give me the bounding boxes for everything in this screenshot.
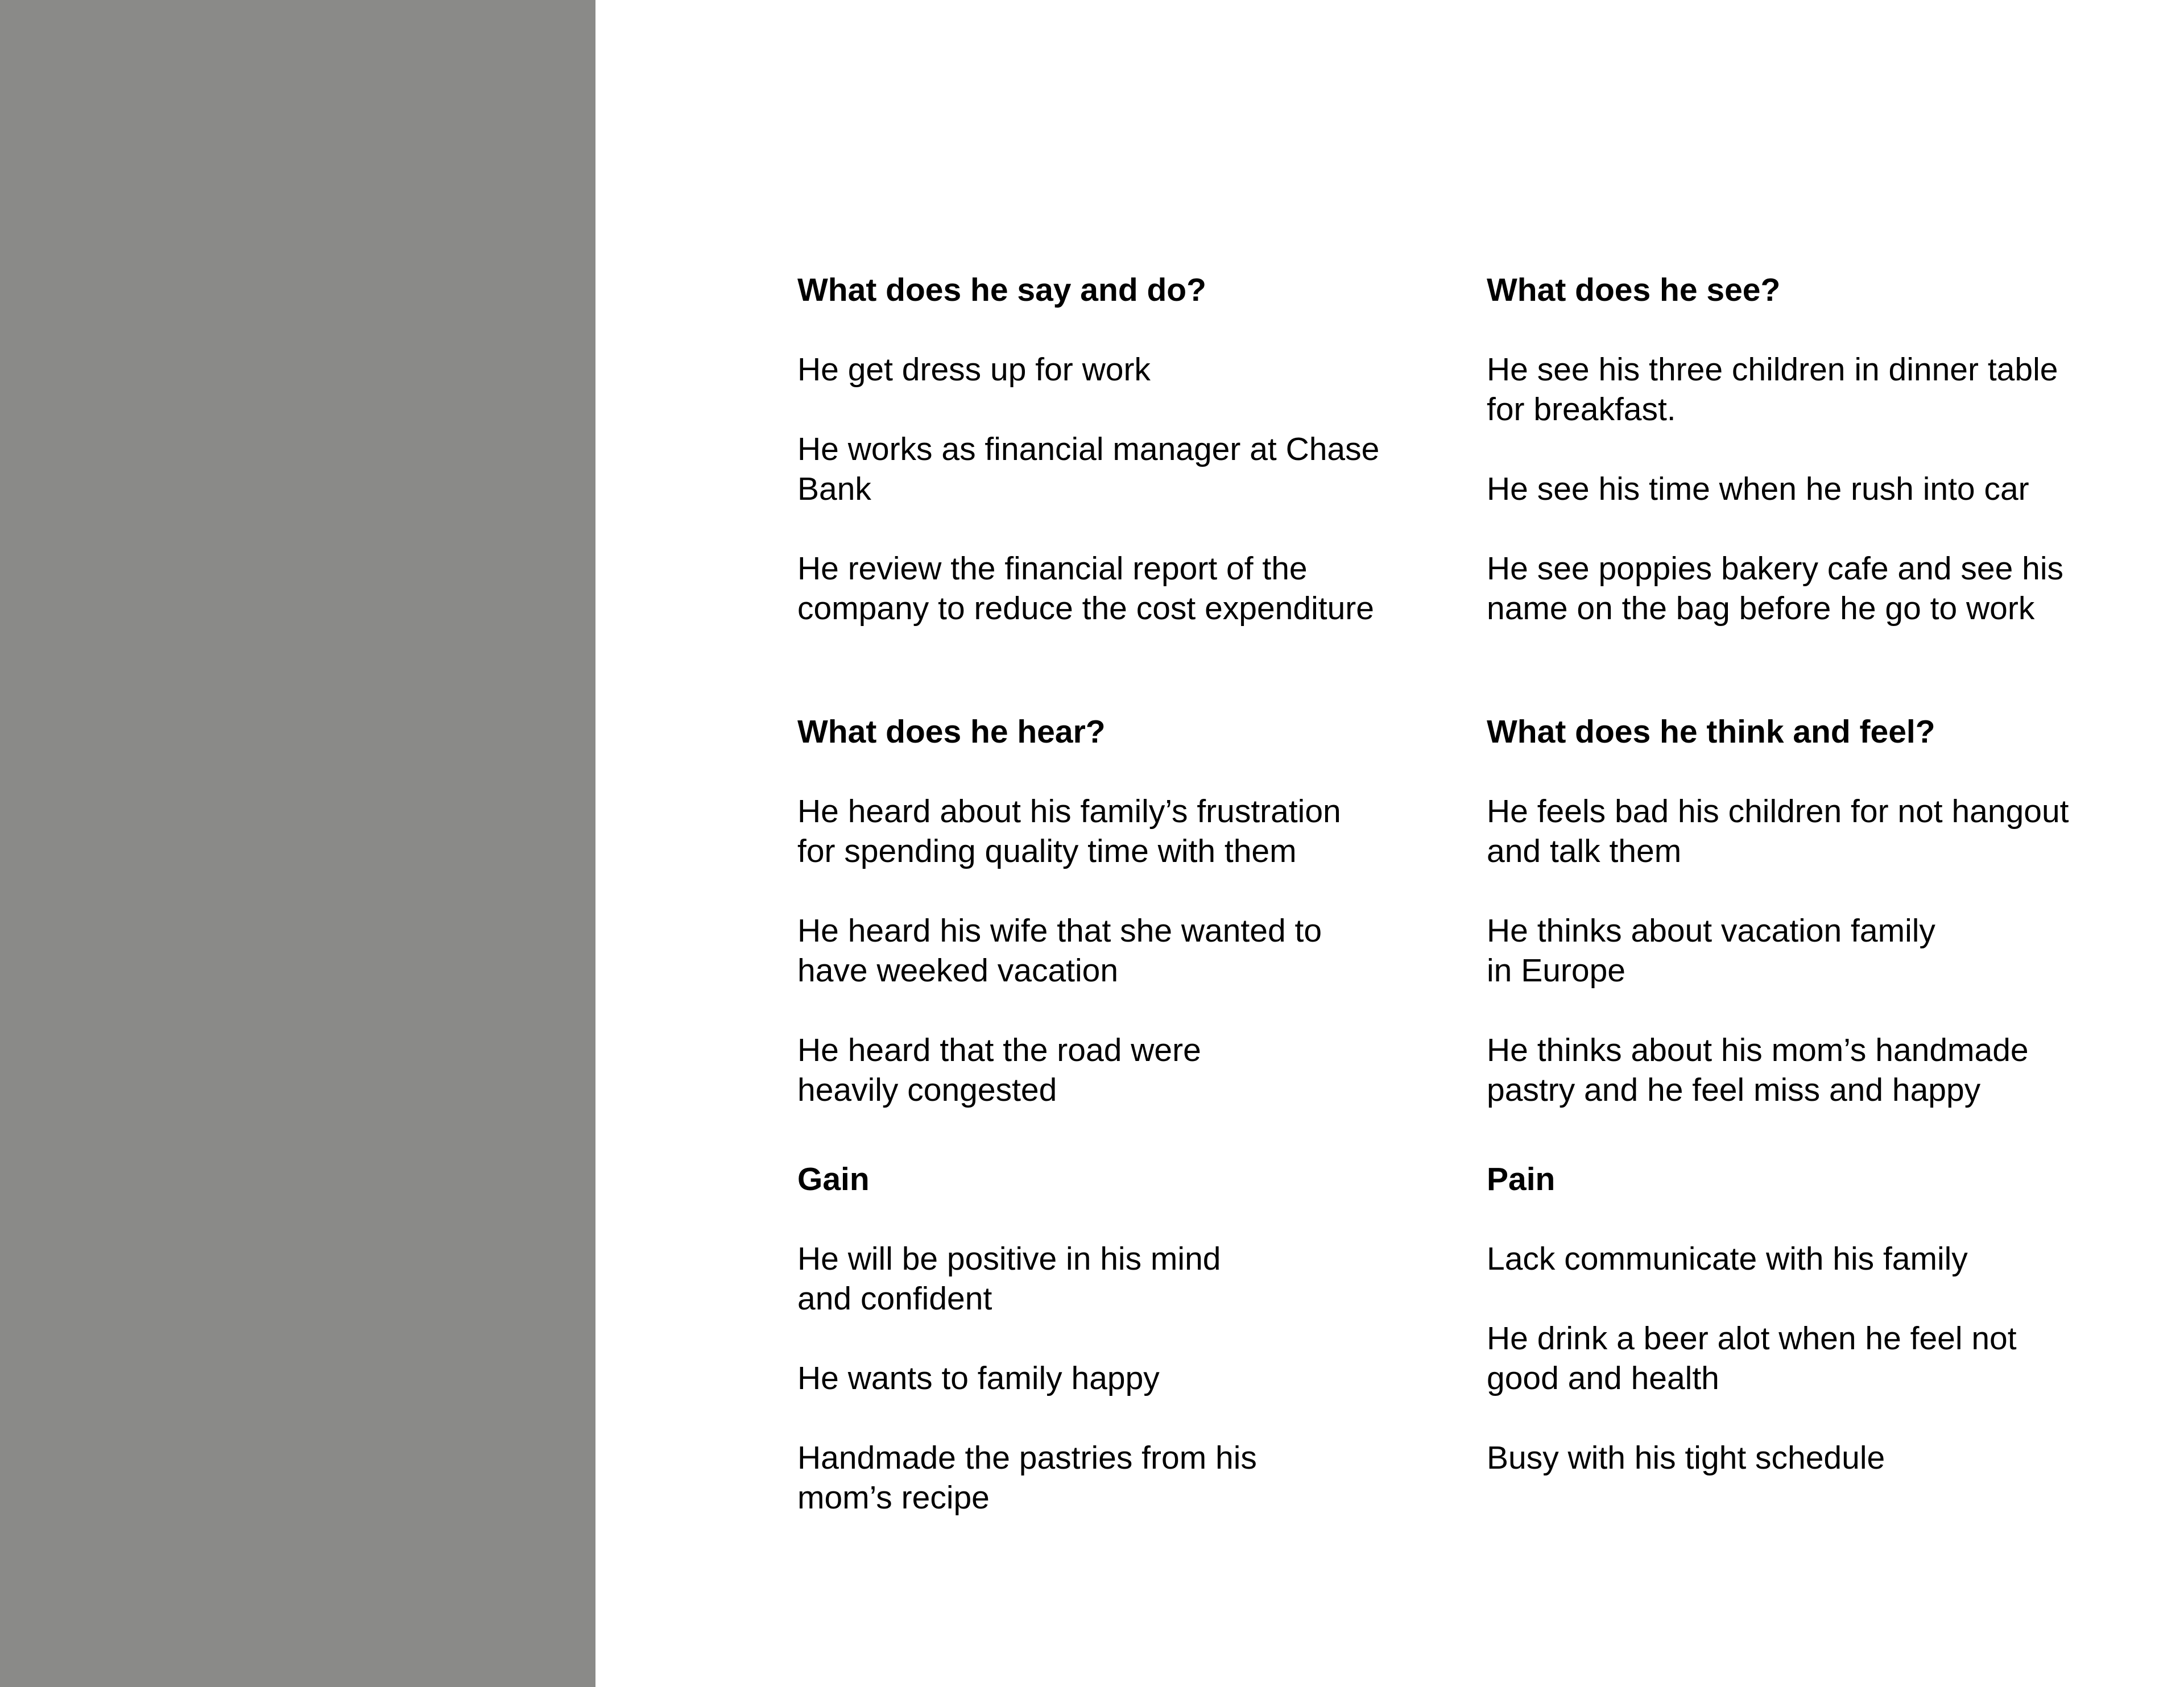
section-gain	[797, 1159, 1434, 1557]
paragraph-item	[797, 1030, 1434, 1110]
section-heading: Gain	[797, 1161, 870, 1197]
paragraph-item	[797, 911, 1434, 990]
text-line: name on the bag before he go to work	[1487, 590, 2035, 627]
text-line: He see poppies bakery cafe and see his	[1487, 550, 2063, 587]
paragraph-item	[1487, 1438, 2124, 1478]
paragraph-item	[797, 350, 1434, 389]
text-line: Busy with his tight schedule	[1487, 1440, 1885, 1476]
text-line: He heard his wife that she wanted to	[797, 913, 1322, 949]
text-line: He review the financial report of the	[797, 550, 1308, 587]
section-heading: What does he think and feel?	[1487, 714, 1935, 750]
text-line: Lack communicate with his family	[1487, 1241, 1968, 1277]
section-say-and-do	[797, 270, 1434, 668]
text-line: and confident	[797, 1280, 992, 1317]
text-line: He see his time when he rush into car	[1487, 471, 2029, 507]
text-line: He wants to family happy	[797, 1360, 1160, 1396]
section-heading: What does he hear?	[797, 714, 1106, 750]
paragraph-item	[1487, 350, 2124, 429]
text-line: in Europe	[1487, 952, 1626, 989]
text-line: pastry and he feel miss and happy	[1487, 1072, 1981, 1108]
section-heading: What does he see?	[1487, 272, 1781, 308]
section-think-and-feel	[1487, 712, 2124, 1150]
section-heading: Pain	[1487, 1161, 1556, 1197]
paragraph-item	[1487, 549, 2124, 628]
section-pain	[1487, 1159, 2124, 1518]
paragraph-item	[1487, 1030, 2124, 1110]
paragraph-item	[797, 429, 1434, 509]
section-hear	[797, 712, 1434, 1150]
text-line: He heard about his family’s frustration	[797, 793, 1341, 830]
text-line: heavily congested	[797, 1072, 1057, 1108]
paragraph-item	[1487, 1239, 2124, 1279]
text-line: He thinks about vacation family	[1487, 913, 1935, 949]
text-line: company to reduce the cost expenditure	[797, 590, 1374, 627]
paragraph-item	[1487, 1319, 2124, 1398]
paragraph-item	[797, 791, 1434, 871]
paragraph-item	[1487, 791, 2124, 871]
paragraph-item	[1487, 469, 2124, 509]
text-line: He heard that the road were	[797, 1032, 1201, 1068]
text-line: have weeked vacation	[797, 952, 1119, 989]
text-line: for breakfast.	[1487, 391, 1676, 428]
text-line: He drink a beer alot when he feel not	[1487, 1320, 2017, 1357]
text-line: Bank	[797, 471, 871, 507]
text-line: He works as financial manager at Chase	[797, 431, 1380, 467]
sidebar-panel	[0, 0, 595, 1687]
text-line: He will be positive in his mind	[797, 1241, 1221, 1277]
paragraph-item	[1487, 911, 2124, 990]
section-heading: What does he say and do?	[797, 272, 1206, 308]
text-line: He see his three children in dinner table	[1487, 351, 2058, 388]
paragraph-item	[797, 1239, 1434, 1319]
text-line: He get dress up for work	[797, 351, 1151, 388]
text-line: Handmade the pastries from his	[797, 1440, 1257, 1476]
section-see	[1487, 270, 2124, 668]
text-line: He feels bad his children for not hangout	[1487, 793, 2069, 830]
paragraph-item	[797, 549, 1434, 628]
text-line: He thinks about his mom’s handmade	[1487, 1032, 2029, 1068]
paragraph-item	[797, 1438, 1434, 1518]
text-line: good and health	[1487, 1360, 1719, 1396]
text-line: mom’s recipe	[797, 1479, 990, 1516]
text-line: for spending quality time with them	[797, 833, 1297, 869]
text-line: and talk them	[1487, 833, 1682, 869]
paragraph-item	[797, 1358, 1434, 1398]
